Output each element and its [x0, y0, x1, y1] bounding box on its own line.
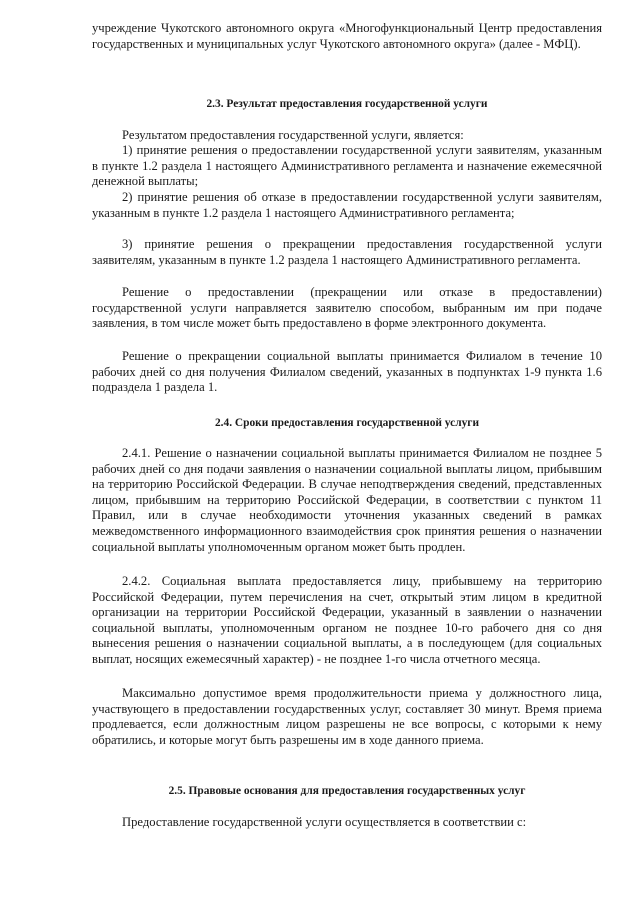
section-2-3-item-3: 3) принятие решения о прекращении предоставления государственной услуги заявителям, указанным в пункте 1.2 раздела 1 настоящего Административного регламента. — [92, 237, 602, 267]
section-2-3-heading: 2.3. Результат предоставления государственной услуги — [206, 98, 488, 110]
section-2-3-item-1: 1) принятие решения о предоставлении государственной услуги заявителям, указанным в пункте 1.2 раздела 1 настоящего Административного регламента и назначение ежемесячной денежной выплаты; — [92, 143, 602, 189]
section-2-4-2-paragraph: 2.4.2. Социальная выплата предоставляется лицу, прибывшему на территорию Российской Федерации, путем перечисления на счет, открытый этим лицом в кредитной организации на территории Российской Федерации, указанный в заявлении о назначении социальной выплаты, уполномоченным органом не позднее 10-го рабочего дня со дня вынесения решения о назначении социальной выплаты, а в последующем (для социальных выплат, носящих ежемесячный характер) - не позднее 1-го числа отчетного месяца. — [92, 574, 602, 666]
section-2-4-max-time-paragraph: Максимально допустимое время продолжительности приема у должностного лица, участвующего в предоставлении государственных услуг, составляет 30 минут. Время приема продлевается, если должностным лицом разрешены не все вопросы, с которыми к нему обратились, и которые могут быть разрешены им в ходе данного приема. — [92, 686, 602, 747]
section-2-3-item-2: 2) принятие решения об отказе в предоставлении государственной услуги заявителям, указанным в пункте 1.2 раздела 1 настоящего Административного регламента; — [92, 190, 602, 220]
section-2-3-lead: Результатом предоставления государственной услуги, является: — [122, 128, 464, 142]
section-2-3-decision-paragraph: Решение о предоставлении (прекращении или отказе в предоставлении) государственной услуги направляется заявителю способом, выбранным им при подаче заявления, в том числе может быть предоставлено в форме электронного документа. — [92, 285, 602, 331]
section-2-3-termination-paragraph: Решение о прекращении социальной выплаты принимается Филиалом в течение 10 рабочих дней со дня получения Филиалом сведений, указанных в подпунктах 1-9 пункта 1.6 подраздела 1 раздела 1. — [92, 349, 602, 395]
section-2-5-heading: 2.5. Правовые основания для предоставления государственных услуг — [168, 785, 526, 797]
intro-paragraph: учреждение Чукотского автономного округа «Многофункциональный Центр предоставления государственных и муниципальных услуг Чукотского автономного округа» (далее - МФЦ). — [92, 21, 602, 51]
section-2-5-lead: Предоставление государственной услуги осуществляется в соответствии с: — [122, 815, 527, 829]
section-2-4-heading: 2.4. Сроки предоставления государственной услуги — [214, 417, 480, 429]
section-2-4-1-paragraph: 2.4.1. Решение о назначении социальной выплаты принимается Филиалом не позднее 5 рабочих дней со дня подачи заявления о назначении социальной выплаты лицом, прибывшим на территорию Российской Федерации. В случае неподтверждения сведений, представленных лицом, прибывшим на территорию Российской Федерации, в соответствии с пунктом 11 Правил, или в случае необходимости уточнения указанных сведений в рамках межведомственного информационного взаимодействия срок принятия решения о назначении социальной выплаты уполномоченным органом может быть продлен. — [92, 446, 602, 554]
